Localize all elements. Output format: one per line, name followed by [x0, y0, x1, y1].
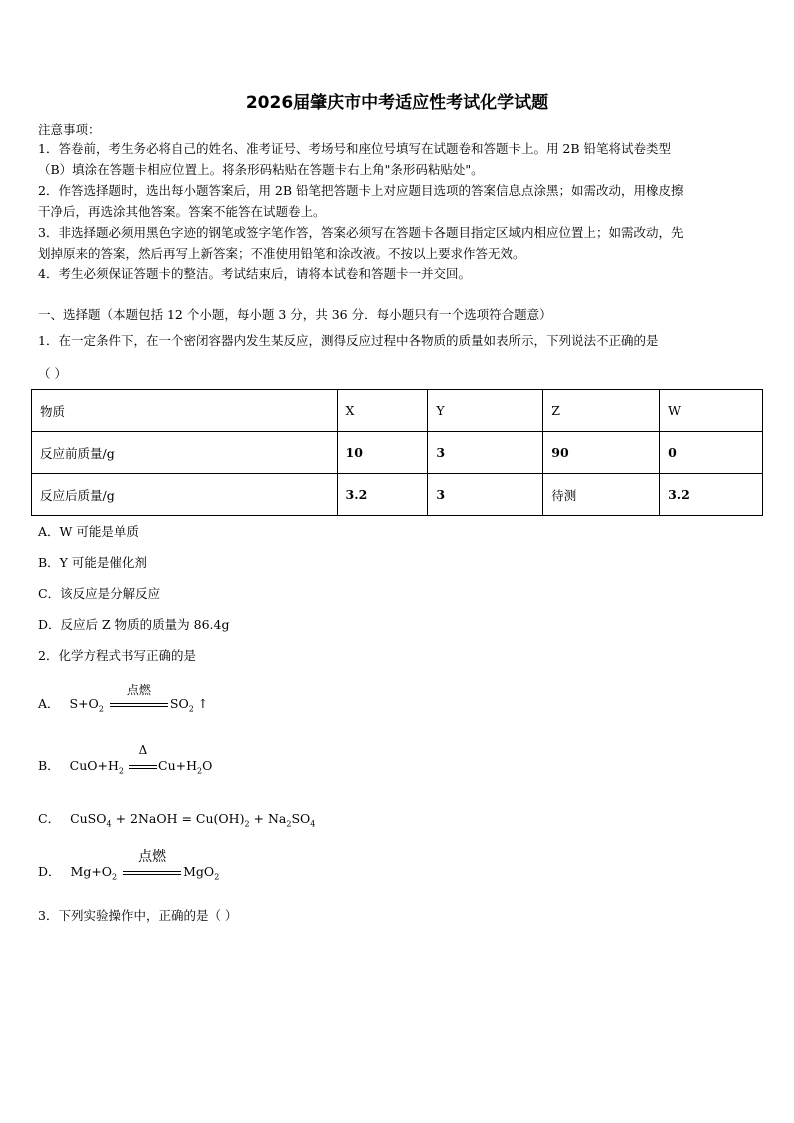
table-cell: Y: [428, 390, 543, 432]
question-1-stem: 1．在一定条件下，在一个密闭容器内发生某反应，测得反应过程中各物质的质量如表所示，下列说法不正确的是: [38, 333, 659, 348]
equation-b: B． $CuO+H_2$ Δ $Cu+H_2O$: [38, 743, 213, 776]
equation-d: D． $Mg+O_2$ 点燃 MgO$_2$: [38, 862, 219, 882]
question-2-stem: 2．化学方程式书写正确的是: [38, 648, 196, 663]
table-cell: 反应后质量/g: [32, 474, 338, 516]
table-cell: 待测: [543, 474, 660, 516]
page-title: 2026届肇庆市中考适应性考试化学试题: [245, 93, 549, 113]
equation-label: C．: [38, 811, 61, 826]
table-row: [32, 474, 763, 516]
equation-a: A． $S+O_2$ 点燃 $SO_2$ ↑: [38, 683, 209, 714]
reaction-condition: 点燃: [138, 849, 167, 865]
table-row: [32, 390, 763, 432]
reaction-condition: 点燃: [126, 683, 151, 697]
notice-line: 1．答卷前，考生务必将自己的姓名、准考证号、考场号和座位号填写在试题卷和答题卡上。用 2B 铅笔将试卷类型: [38, 141, 672, 156]
option-a: A．W 可能是单质: [38, 524, 139, 539]
option-d: D．反应后 Z 物质的质量为 86.4g: [38, 617, 230, 632]
notice-line: 3．非选择题必须用黑色字迹的钢笔或签字笔作答，答案必须写在答题卡各题目指定区域内相应位置上；如需改动，先: [38, 225, 684, 240]
table-cell: 3.2: [660, 474, 763, 516]
notice-line: 2．作答选择题时，选出每小题答案后，用 2B 铅笔把答题卡上对应题目选项的答案信息点涂黑；如需改动，用橡皮擦: [38, 183, 684, 198]
reaction-arrow: [110, 683, 168, 711]
option-c: C．该反应是分解反应: [38, 586, 161, 601]
equation-label: A．: [38, 696, 60, 711]
question-3-stem: 3．下列实验操作中，正确的是（ ）: [38, 908, 238, 923]
table-cell: 3: [428, 474, 543, 516]
notice-line: 划掉原来的答案，然后再写上新答案；不准使用铅笔和涂改液。不按以上要求作答无效。: [38, 246, 526, 261]
question-1-paren: （ ）: [38, 366, 67, 381]
table-cell: W: [660, 390, 763, 432]
reaction-condition: Δ: [138, 743, 148, 757]
mass-table: [31, 389, 763, 516]
table-cell: 90: [543, 432, 660, 474]
table-cell: 10: [337, 432, 428, 474]
reaction-arrow: [123, 849, 181, 879]
table-cell: X: [337, 390, 428, 432]
notice-line: 干净后，再选涂其他答案。答案不能答在试题卷上。: [38, 204, 326, 219]
table-cell: 0: [660, 432, 763, 474]
notice-heading: 注意事项：: [38, 122, 101, 137]
equation-label: D．: [38, 864, 61, 879]
notice-line: 4．考生必须保证答题卡的整洁。考试结束后，请将本试卷和答题卡一并交回。: [38, 266, 471, 281]
table-cell: 3.2: [337, 474, 428, 516]
table-cell: 反应前质量/g: [32, 432, 338, 474]
equation-label: B．: [38, 758, 60, 773]
notice-line: （B）填涂在答题卡相应位置上。将条形码粘贴在答题卡右上角"条形码粘贴处"。: [38, 162, 484, 177]
table-cell: 物质: [32, 390, 338, 432]
table-cell: 3: [428, 432, 543, 474]
reaction-arrow: [129, 743, 157, 773]
table-cell: Z: [543, 390, 660, 432]
table-row: [32, 432, 763, 474]
equation-c: C． CuSO$_4$ + 2NaOH = $Cu(OH)_2 + Na_2SO_4$: [38, 811, 316, 829]
option-b: B．Y 可能是催化剂: [38, 555, 147, 570]
section-heading: 一、选择题（本题包括 12 个小题，每小题 3 分，共 36 分．每小题只有一个选项符合题意）: [38, 307, 552, 322]
